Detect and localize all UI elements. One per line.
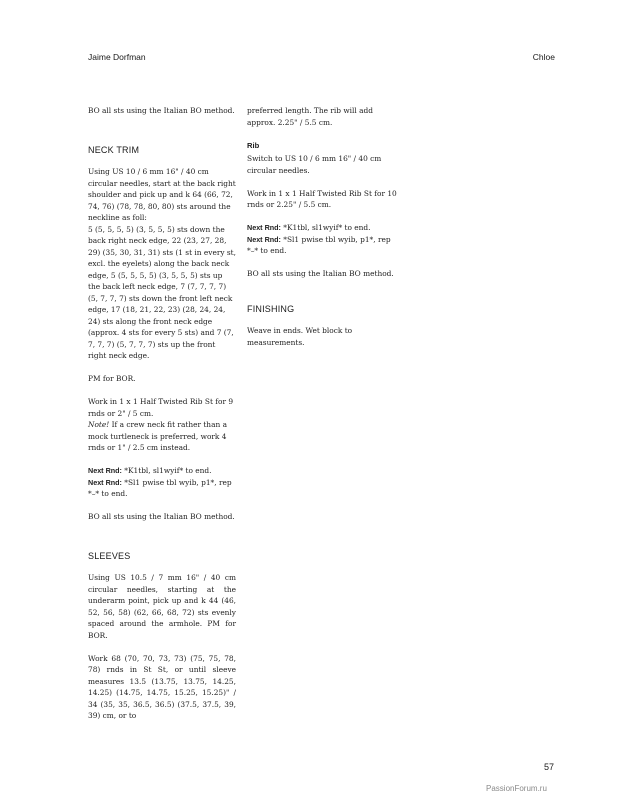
right-column bbox=[247, 105, 397, 360]
finishing-para1: Weave in ends. Wet block to measurements. bbox=[247, 326, 353, 347]
header-title: Chloe bbox=[532, 52, 555, 62]
neck-trim-heading: NECK TRIM bbox=[88, 144, 140, 155]
rib-para2: Work in 1 x 1 Half Twisted Rib St for 10 rnds or 2.25" / 5.5 cm. bbox=[247, 188, 397, 209]
rib-next-rnds bbox=[247, 222, 397, 257]
neck-trim-note-text: If a crew neck fit rather than a mock turtleneck is preferred, work 4 rnds or 1" / 2.5 cm instead. bbox=[88, 420, 227, 452]
sleeves-para1: Using US 10.5 / 7 mm 16" / 40 cm circular needles, starting at the underarm point, pick up and k 44 (46, 52, 56, 58) (62, 66, 68, 72) sts evenly spaced around the armhole. PM for BOR. bbox=[88, 573, 236, 640]
neck-trim-next-rnds bbox=[88, 465, 236, 500]
intro-bo-text: BO all sts using the Italian BO method. bbox=[88, 106, 235, 115]
watermark: PassionForum.ru bbox=[486, 784, 547, 793]
neck-trim-para2: 5 (5, 5, 5, 5) (3, 5, 5, 5) sts down the back right neck edge, 22 (23, 27, 28, 29) (35, 30, 31, 31) sts (1 st in every st, excl. the eyelets) along the back neck edge, 5 (5, 5, 5, 5) (3, 5, 5, 5) sts up the back left neck edge, 7 (7, 7, 7, 7) (5, 7, 7, 7) sts down the front left neck edge, 17 (18, 21, 22, 23) (28, 24, 24, 24) sts along the front neck edge (approx. 4 sts for every 5 sts) and 7 (7, 7, 7, 7) (5, 7, 7, 7) sts up the front right neck edge. bbox=[88, 224, 236, 360]
next-rnd-label: Next Rnd: bbox=[88, 477, 122, 487]
rib-bo: BO all sts using the Italian BO method. bbox=[247, 269, 394, 278]
left-column bbox=[88, 105, 236, 733]
next-rnd-label: Next Rnd: bbox=[247, 223, 281, 232]
rib-para1: Switch to US 10 / 6 mm 16" / 40 cm circular needles. bbox=[247, 154, 382, 175]
next-rnd-label: Next Rnd: bbox=[247, 234, 281, 244]
continuation-text: preferred length. The rib will add approx. 2.25" / 5.5 cm. bbox=[247, 106, 373, 127]
neck-trim-work-rib: Work in 1 x 1 Half Twisted Rib St for 9 rnds or 2" / 5 cm. bbox=[88, 397, 234, 418]
neck-trim-pm: PM for BOR. bbox=[88, 374, 136, 383]
sleeves-heading: SLEEVES bbox=[88, 550, 131, 561]
neck-trim-rib-block bbox=[88, 396, 236, 454]
header-author: Jaime Dorfman bbox=[88, 52, 146, 62]
next-rnd-text: *Sl1 pwise tbl wyib, p1*, rep *–* to end. bbox=[247, 234, 391, 255]
finishing-heading: FINISHING bbox=[247, 303, 295, 314]
rib-heading: Rib bbox=[247, 140, 260, 150]
next-rnd-text: *Sl1 pwise tbl wyib, p1*, rep *–* to end. bbox=[88, 477, 232, 498]
neck-trim-bo: BO all sts using the Italian BO method. bbox=[88, 512, 235, 521]
neck-trim-para1: Using US 10 / 6 mm 16" / 40 cm circular needles, start at the back right shoulder and pick up and k 64 (66, 72, 74, 76) (78, 78, 80, 80) sts around the neckline as foll: bbox=[88, 167, 236, 222]
next-rnd-text: *K1tbl, sl1wyif* to end. bbox=[280, 223, 371, 232]
page-number: 57 bbox=[544, 762, 555, 772]
next-rnd-text: *K1tbl, sl1wyif* to end. bbox=[121, 466, 212, 475]
sleeves-para2: Work 68 (70, 70, 73, 73) (75, 75, 78, 78) rnds in St St, or until sleeve measures 13.5 (13.75, 13.75, 14.25, 14.25) (14.75, 14.75, 15.25, 15.25)" / 34 (35, 35, 36.5, 36.5) (37.5, 37.5, 39, 39) cm, or to bbox=[88, 653, 236, 720]
neck-trim-note-label: Note! bbox=[88, 420, 110, 429]
next-rnd-label: Next Rnd: bbox=[88, 466, 122, 475]
